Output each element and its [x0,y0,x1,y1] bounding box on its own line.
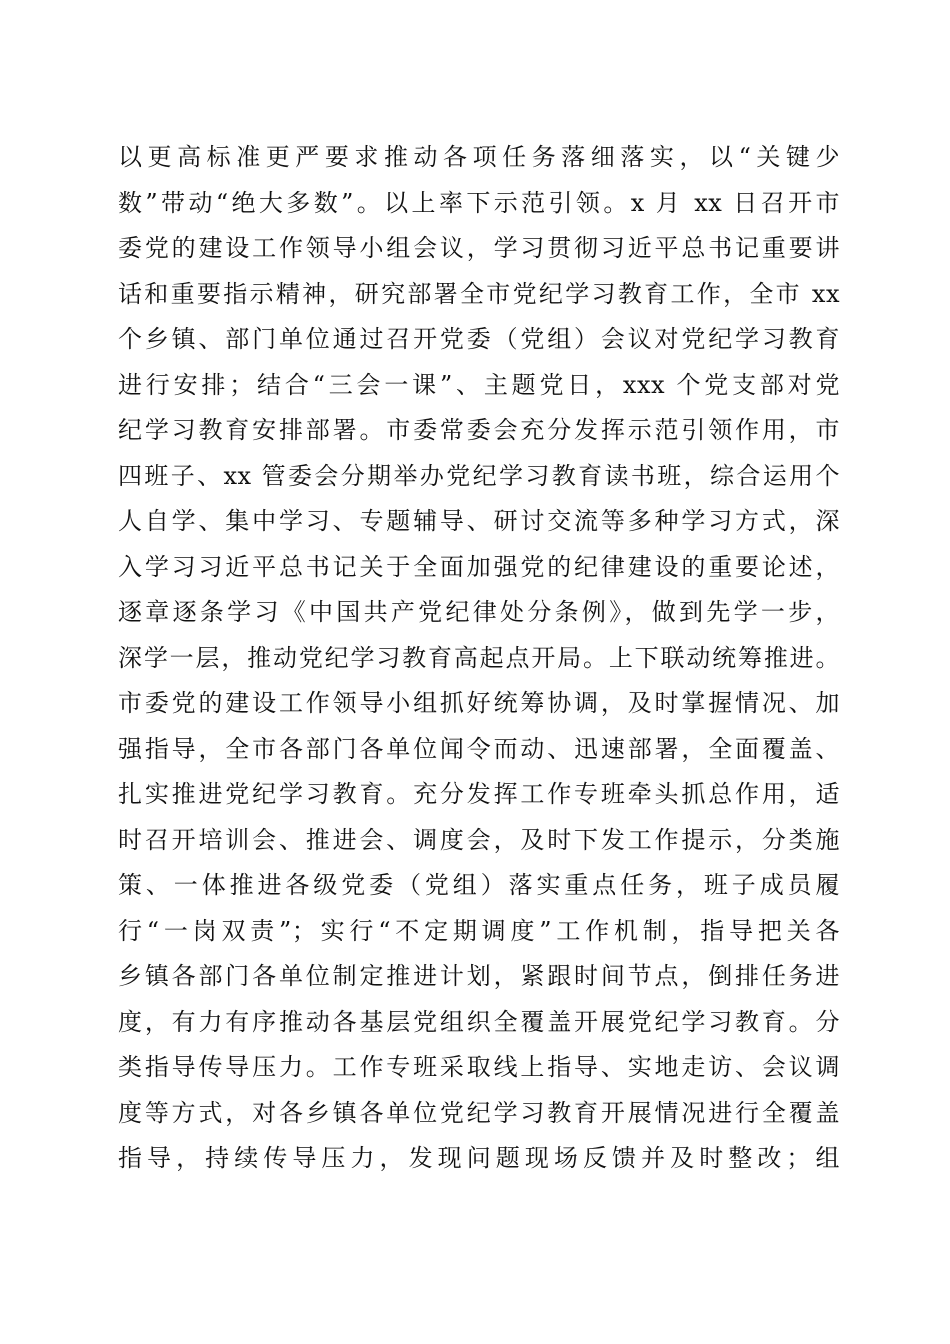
text-line: 时召开培训会、推进会、调度会，及时下发工作提示，分类施 [118,825,840,854]
text-line: 逐章逐条学习《中国共产党纪律处分条例》，做到先学一步， [118,598,840,626]
text-line: 入学习习近平总书记关于全面加强党的纪律建设的重要论述， [118,552,840,581]
text-line: 策、一体推进各级党委（党组）落实重点任务，班子成员履 [118,871,840,899]
text-line: 四班子、xx 管委会分期举办党纪学习教育读书班，综合运用个 [118,461,840,490]
text-line: 行“一岗双责”；实行“不定期调度”工作机制，指导把关各 [118,916,840,945]
text-line: 话和重要指示精神，研究部署全市党纪学习教育工作，全市 xx [118,279,840,308]
text-line: 乡镇各部门各单位制定推进计划，紧跟时间节点，倒排任务进 [118,962,840,990]
text-line: 深学一层，推动党纪学习教育高起点开局。上下联动统筹推进。 [118,643,840,672]
text-line: 以更高标准更严要求推动各项任务落细落实，以“关键少 [118,143,840,171]
text-line: 数”带动“绝大多数”。以上率下示范引领。x 月 xx 日召开市 [118,188,840,217]
text-line: 指导，持续传导压力，发现问题现场反馈并及时整改；组 [118,1144,840,1172]
text-line: 类指导传导压力。工作专班采取线上指导、实地走访、会议调 [118,1053,840,1081]
text-line: 委党的建设工作领导小组会议，学习贯彻习近平总书记重要讲 [118,234,840,262]
text-line: 扎实推进党纪学习教育。充分发挥工作专班牵头抓总作用，适 [118,780,840,808]
text-line: 个乡镇、部门单位通过召开党委（党组）会议对党纪学习教育 [118,325,840,353]
text-line: 人自学、集中学习、专题辅导、研讨交流等多种学习方式，深 [118,507,840,535]
text-line: 纪学习教育安排部署。市委常委会充分发挥示范引领作用，市 [118,416,840,444]
text-line: 进行安排；结合“三会一课”、主题党日，xxx 个党支部对党 [118,370,840,399]
text-line: 度等方式，对各乡镇各单位党纪学习教育开展情况进行全覆盖 [118,1098,840,1127]
text-line: 市委党的建设工作领导小组抓好统筹协调，及时掌握情况、加 [118,689,840,717]
text-line: 度，有力有序推动各基层党组织全覆盖开展党纪学习教育。分 [118,1007,840,1036]
text-line: 强指导，全市各部门各单位闻令而动、迅速部署，全面覆盖、 [118,734,840,763]
body-text [118,135,840,1182]
